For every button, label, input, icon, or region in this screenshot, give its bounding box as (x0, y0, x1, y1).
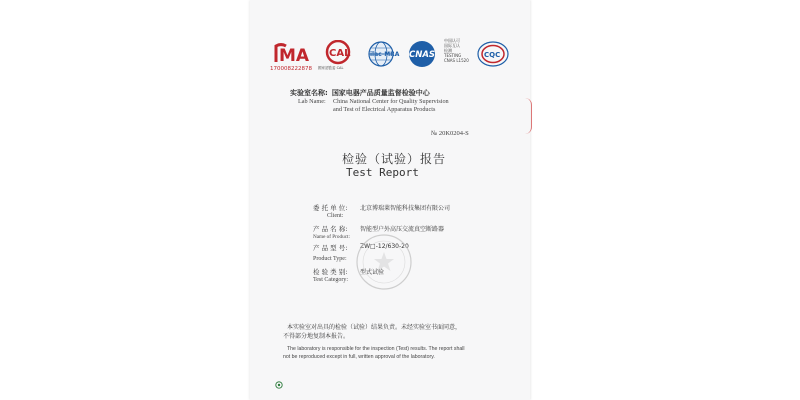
lab-name-en-line1: China National Center for Quality Supervision (333, 98, 449, 105)
cnas-certification-text: 中国认可 国际互认 检测 TESTING CNAS L1520 (444, 38, 469, 63)
lab-value-cn: 国家电器产品质量监督检验中心 (331, 89, 430, 97)
category-label-en: Test Category: (313, 277, 349, 283)
note-cn-line2: 不得部分地复制本报告。 (283, 333, 350, 340)
ilac-logo (362, 40, 400, 74)
lab-name-cn (290, 88, 430, 98)
cnas-logo (404, 40, 440, 74)
product-label-cn: 产 品 名 称: (313, 225, 348, 233)
stamp-edge-mark (525, 98, 532, 134)
model-label-en: Product Type: (313, 256, 347, 262)
lab-label-en: Lab Name: (298, 98, 326, 105)
client-label-cn: 委 托 单 位: (313, 204, 348, 212)
note-en-line2: not be reproduced except in full, written approval of the laboratory. (283, 354, 435, 360)
svg-text:CNAS: CNAS (409, 50, 436, 60)
registration-mark-icon (275, 381, 283, 389)
report-page (250, 0, 530, 400)
client-value: 北京博瑞莱智能科技集团有限公司 (360, 205, 451, 212)
cqc-logo (476, 40, 510, 74)
svg-text:CAL: CAL (329, 48, 351, 59)
client-label-en: Client: (327, 213, 344, 219)
cal-logo (318, 40, 358, 70)
category-label-cn: 检 验 类 别: (313, 268, 348, 276)
certification-logos (270, 40, 510, 76)
svg-text:ilac-MRA: ilac-MRA (370, 51, 400, 58)
lab-label-cn: 实验室名称: (290, 89, 328, 97)
title-cn: 检验（试验）报告 (342, 152, 447, 166)
cma-number: 170008222878 (270, 66, 312, 72)
category-value: 型式试验 (360, 269, 385, 276)
note-en-line1: The laboratory is responsible for the inspection (Test) results. The report shall (287, 346, 465, 352)
cal-caption: 國家認監委 CAL (318, 66, 344, 70)
svg-text:CQC: CQC (484, 51, 501, 59)
model-label-cn: 产 品 型 号: (313, 244, 348, 252)
title-en: Test Report (346, 166, 419, 179)
lab-name-en-line2: and Test of Electrical Apparatus Products (333, 106, 436, 113)
product-value: 智能型户外高压交流真空断路器 (360, 226, 445, 233)
cma-text: MA (279, 46, 310, 66)
cal-mark-icon (318, 40, 358, 66)
report-number: № 20K0204-S (431, 130, 469, 137)
official-stamp-icon (354, 232, 414, 292)
product-label-en: Name of Product: (313, 234, 350, 240)
cma-mark-icon (270, 40, 314, 66)
model-value: ZW□-12/630-20 (360, 243, 409, 250)
globe-icon (362, 40, 400, 70)
cma-logo (270, 40, 314, 70)
note-cn-line1: 本实验室对出具的检验（试验）结果负责。未经实验室书面同意， (287, 324, 462, 331)
cnas-mark-icon (404, 40, 440, 70)
cqc-mark-icon (476, 40, 510, 70)
